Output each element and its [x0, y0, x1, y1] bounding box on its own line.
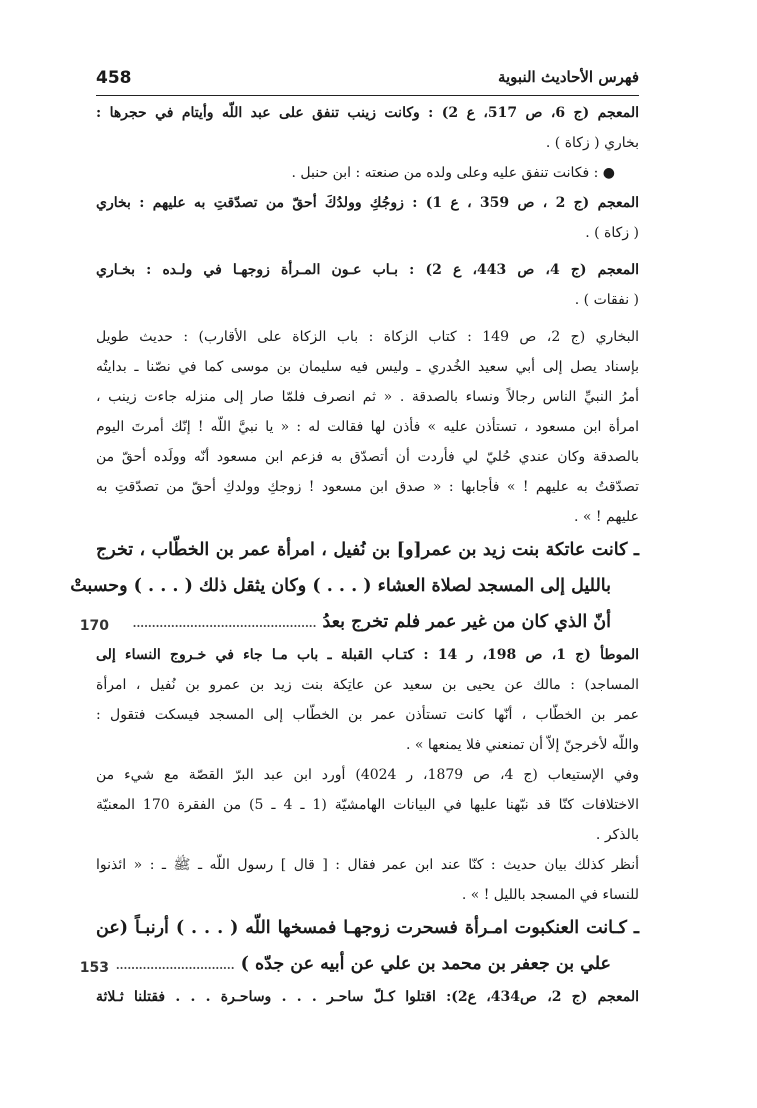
hadith-heading-text: علي بن جعفر بن محمد بن علي عن أبيه عن جدّه ) — [240, 954, 611, 974]
hadith-heading-text: أنّ الذي كان من غير عمر فلم تخرج بعدُ — [322, 612, 611, 632]
leader-dots: ............................... — [115, 959, 235, 972]
text-line: أمرُ النبيِّ الناس رجالاً ونساء بالصدقة . « ثم انصرف فلمّا صار إلى منزله جاءت زينب ، — [96, 389, 639, 405]
text-line: ● : فكانت تنفق عليه وعلى ولده من صنعته : ابن حنبل . — [291, 165, 615, 181]
text-line: بالصدقة وكان عندي حُليّ لي فأردت أن أتصدّق به فزعم ابن مسعود أنّه وولَده أحقّ من — [96, 449, 639, 465]
paragraph-reference-number: 170 — [79, 618, 109, 634]
paragraph-reference-number: 153 — [79, 960, 109, 976]
text-line: المعجم (ج 6، ص 517، ع 2) : وكانت زينب تنفق على عبد اللّه وأيتام في حجرها : — [96, 105, 639, 121]
hadith-heading-line: بالليل إلى المسجد لصلاة العشاء ( . . . ) وكان يثقل ذلك ( . . . ) وحسبتْ — [70, 576, 611, 596]
text-line: بخاري ( زكاة ) . — [545, 135, 639, 151]
leader-dots: ................................................ — [132, 617, 317, 630]
running-title: فهرس الأحاديث النبوية — [497, 68, 639, 86]
text-line: الموطأ (ج 1، ص 198، ر 14 : كتـاب القبلة ـ باب مـا جاء في خـروج النساء إلى — [96, 647, 639, 663]
page-number: 458 — [96, 68, 132, 88]
text-line: المساجد) : مالك عن يحيى بن سعيد عن عاتِكة بنت زيد بن عمرو بن نُفيل ، امرأة — [96, 677, 639, 693]
text-line: ( نفقات ) . — [574, 292, 639, 308]
text-line: عليهم ! » . — [574, 509, 639, 525]
text-line: البخاري (ج 2، ص 149 : كتاب الزكاة : باب الزكاة على الأقارب) : حديث طويل — [96, 329, 639, 345]
text-line: ( زكاة ) . — [585, 225, 639, 241]
hadith-heading-line: ـ كـانت العنكبوت امـرأة فسحرت زوجهـا فمسخها اللّه ( . . . ) أرنبـاً (عن — [96, 918, 639, 938]
hadith-heading-line — [79, 946, 639, 982]
text-line: للنساء في المسجد بالليل ! » . — [461, 887, 639, 903]
text-line: امرأة ابن مسعود ، تستأذن عليه » فأذن لها فقالت له : « يا نبيَّ اللّه ! إنّك أمرتَ اليوم — [96, 419, 639, 435]
text-line: المعجم (ج 4، ص 443، ع 2) : بـاب عـون المـرأة زوجهـا في ولـده : بخـاري — [96, 262, 639, 278]
text-line: وفي الإستيعاب (ج 4، ص 1879، ر 4024) أورد ابن عبد البرّ القصّة مع شيء من — [96, 767, 639, 783]
text-line: بالذكر . — [595, 827, 639, 843]
header-rule — [96, 95, 639, 96]
text-line: المعجم (ج 2، ص434، ع2): اقتلوا كـلّ ساحـر . . . وساحـرة . . . فقتلنا ثـلاثة — [96, 989, 639, 1005]
hadith-heading-line: ـ كانت عاتكة بنت زيد بن عمر[و] بن نُفيل ، امرأة عمر بن الخطّاب ، تخرج — [96, 540, 639, 560]
text-line: واللّه لأخرجنّ إلاّ أن تمنعني فلا يمنعها » . — [406, 737, 639, 753]
text-line: الاختلافات كنّا قد نبّهنا عليها في البيانات الهامشيّة (1 ـ 4 ـ 5) من الفقرة 170 المعنيّة — [96, 797, 639, 813]
text-line: عمر بن الخطّاب ، أنّها كانت تستأذن عمر بن الخطّاب إلى المسجد فيسكت فتقول : — [96, 707, 639, 723]
text-line: أنظر كذلك بيان حديث : كنّا عند ابن عمر فقال : [ قال ] رسول اللّه ـ ﷺ ـ : « ائذنوا — [96, 857, 639, 873]
hadith-heading-line — [79, 604, 639, 640]
text-line: المعجم (ج 2 ، ص 359 ، ع 1) : زوجُكِ وولدُكَ أحقّ من تصدّقتِ به عليهم : بخاري — [96, 195, 639, 211]
page-body — [70, 98, 639, 1012]
text-line: بإسناد يصل إلى أبي سعيد الخُدري ـ وليس فيه سليمان بن موسى كما في نصّنا ـ بدايتُه — [96, 359, 639, 375]
text-line: تصدّقتُ به عليهم ! » فأجابها : « صدق ابن مسعود ! زوجكِ وولدكِ أحقّ من تصدّقتِ به — [96, 479, 639, 495]
